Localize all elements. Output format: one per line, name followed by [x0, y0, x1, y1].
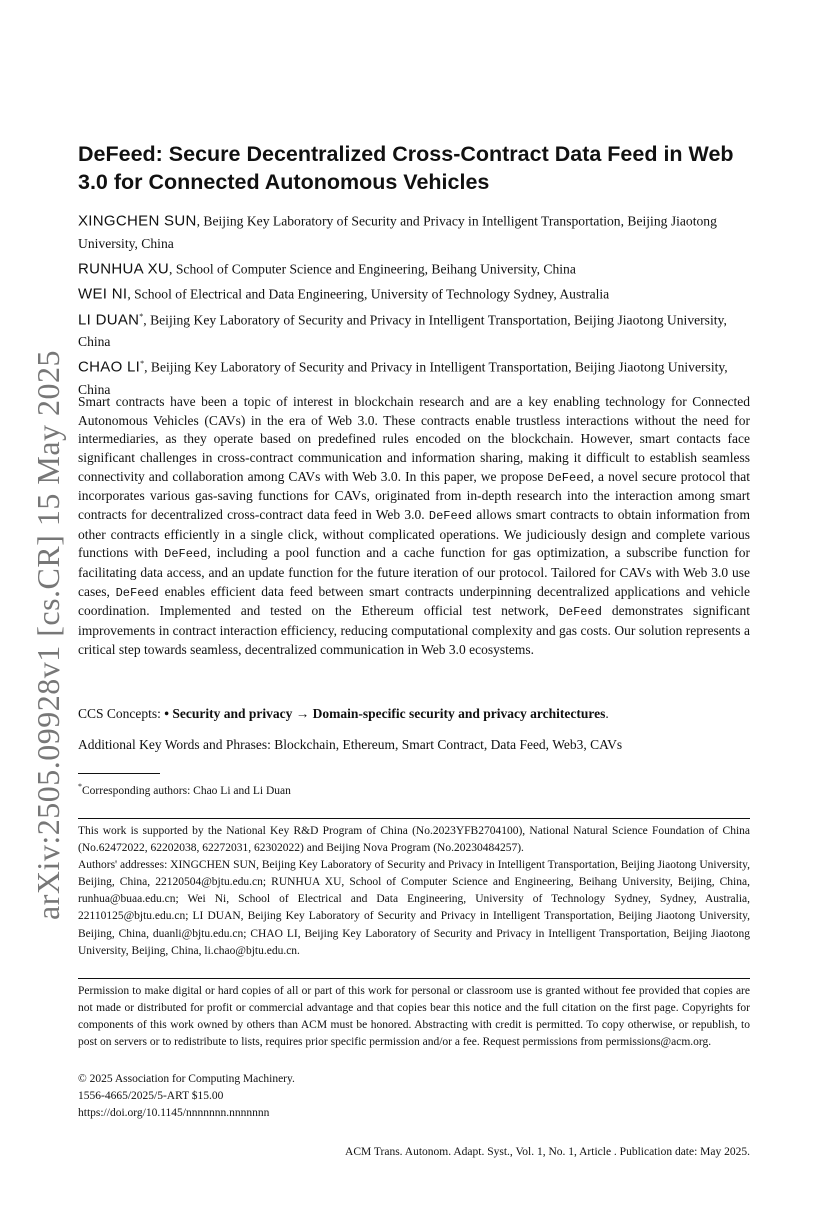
funding-note: This work is supported by the National Key R&D Program of China (No.2023YFB2704100), National Natural Science Foundation of China (No.62472022, 62202038, 62272031, 62302022) and Beijing Nova Program (No.20230484257). — [78, 825, 750, 855]
author-affiliation: , Beijing Key Laboratory of Security and Privacy in Intelligent Transportation, Beijing Jiaotong University, China — [78, 359, 728, 397]
author-name: CHAO LI — [78, 358, 141, 376]
author-entry — [78, 306, 750, 354]
footnote-mark: * — [78, 782, 82, 791]
author-name: LI DUAN — [78, 311, 140, 329]
copyright-line: © 2025 Association for Computing Machinery. — [78, 1073, 295, 1085]
ccs-concepts — [78, 705, 750, 723]
author-affiliation: , School of Electrical and Data Engineering, University of Technology Sydney, Australia — [127, 286, 610, 302]
footnote — [78, 779, 750, 799]
abstract-text: allows smart contracts to obtain information from other contracts efficiently in a single click, without complicated operations. We judiciously design and complete various functions with — [78, 506, 750, 561]
ccs-label: CCS Concepts: — [78, 706, 165, 721]
divider — [78, 978, 750, 979]
protocol-name: DeFeed — [558, 605, 602, 620]
copyright-block — [78, 1071, 750, 1122]
author-name: WEI NI — [78, 285, 128, 303]
abstract-text: Smart contracts have been a topic of interest in blockchain research and are a key enabling technology for Connected Autonomous Vehicles (CAVs) in the era of Web 3.0. These contracts enable trustless interactions without the need for intermediaries, as they operate based on predefined rules encoded on the blockchain. However, smart contacts face significant challenges in cross-contract communication and information sharing, making it difficult to establish seamless connectivity and collaboration among CAVs with Web 3.0. In this paper, we propose — [78, 394, 750, 484]
page-footer: ACM Trans. Autonom. Adapt. Syst., Vol. 1, No. 1, Article . Publication date: May 2025. — [345, 1146, 750, 1158]
ccs-end: . — [605, 706, 609, 721]
author-name: XINGCHEN SUN — [78, 212, 197, 230]
author-affiliation: , School of Computer Science and Engineering, Beihang University, China — [169, 261, 576, 277]
author-affiliation: , Beijing Key Laboratory of Security and Privacy in Intelligent Transportation, Beijing Jiaotong University, China — [78, 312, 727, 350]
abstract-text: , including a pool function and a cache function for gas optimization, a subscribe function for facilitating data access, and an update function for the future iteration of our protocol. Tailored for CAVs with Web 3.0 use cases, — [78, 545, 750, 599]
arxiv-stamp: arXiv:2505.09928v1 [cs.CR] 15 May 2025 — [30, 349, 66, 920]
author-entry — [78, 255, 750, 281]
protocol-name: DeFeed — [428, 508, 473, 523]
abstract-text: enables efficient data feed between smart contracts underpinning decentralized applications and vehicle coordination. Implemented and tested on the Ethereum official test network, — [78, 583, 750, 619]
ccs-arrow: → — [292, 706, 313, 721]
divider — [78, 818, 750, 819]
doi-link[interactable]: https://doi.org/10.1145/nnnnnnn.nnnnnnn — [78, 1107, 270, 1119]
ccs-concept: Security and privacy — [172, 706, 293, 721]
author-entry — [78, 207, 750, 255]
protocol-name: DeFeed — [164, 547, 208, 562]
ccs-bullet: • — [164, 706, 173, 721]
protocol-name: DeFeed — [115, 585, 159, 600]
footnote-rule — [78, 773, 160, 774]
keywords: Additional Key Words and Phrases: Blockchain, Ethereum, Smart Contract, Data Feed, Web3, CAVs — [78, 737, 623, 752]
footnote-text: Corresponding authors: Chao Li and Li Duan — [82, 784, 291, 797]
author-name: RUNHUA XU — [78, 260, 170, 278]
abstract — [78, 393, 750, 659]
author-affiliation: , Beijing Key Laboratory of Security and Privacy in Intelligent Transportation, Beijing Jiaotong University, China — [78, 213, 717, 251]
author-entry — [78, 280, 750, 306]
abstract-text: demonstrates significant improvements in contract interaction efficiency, reducing computational complexity and gas costs. Our solution represents a critical step towards seamless, decentralized communication in Web 3.0 ecosystems. — [78, 603, 751, 657]
abstract-text: , a novel secure protocol that incorporates various gas-saving functions for CAVs, originated from in-depth research into the interaction among smart contracts for decentralized cross-contract data feed in Web 3.0. — [78, 468, 750, 522]
ccs-subconcept: Domain-specific security and privacy architectures — [312, 706, 606, 721]
author-addresses: Authors' addresses: XINGCHEN SUN, Beijing Key Laboratory of Security and Privacy in Intelligent Transportation, Beijing Jiaotong University, Beijing, China, 22120504@bjtu.edu.cn; RUNHUA XU, School of Computer Science and Engineering, Beihang University, Beijing, China, runhua@buaa.edu.cn; Wei Ni, School of Electrical and Data Engineering, University of Technology Sydney, Sydney, Australia, 22110125@bjtu.edu.cn; LI DUAN, Beijing Key Laboratory of Security and Privacy in Intelligent Transportation, Beijing Jiaotong University, Beijing, China, duanli@bjtu.edu.cn; CHAO LI, Beijing Key Laboratory of Security and Privacy in Intelligent Transportation, Beijing Jiaotong University, Beijing, China, li.chao@bjtu.edu.cn. — [78, 859, 750, 957]
protocol-name: DeFeed — [547, 470, 591, 485]
issn-line: 1556-4665/2025/5-ART $15.00 — [78, 1090, 224, 1102]
permission-notice: Permission to make digital or hard copies of all or part of this work for personal or classroom use is granted without fee provided that copies are not made or distributed for profit or commercial advantage and that copies bear this notice and the full citation on the first page. Copyrights for components of this work owned by others than ACM must be honored. Abstracting with credit is permitted. To copy otherwise, or republish, to post on servers or to redistribute to lists, requires prior specific permission and/or a fee. Request permissions from permissions@acm.org. — [78, 985, 750, 1048]
author-mark: * — [139, 311, 144, 321]
author-list — [78, 207, 750, 401]
paper-title: DeFeed: Secure Decentralized Cross-Contract Data Feed in Web 3.0 for Connected Autonomous Vehicles — [78, 142, 734, 194]
funding-and-addresses — [78, 823, 750, 960]
author-mark: * — [140, 359, 145, 369]
